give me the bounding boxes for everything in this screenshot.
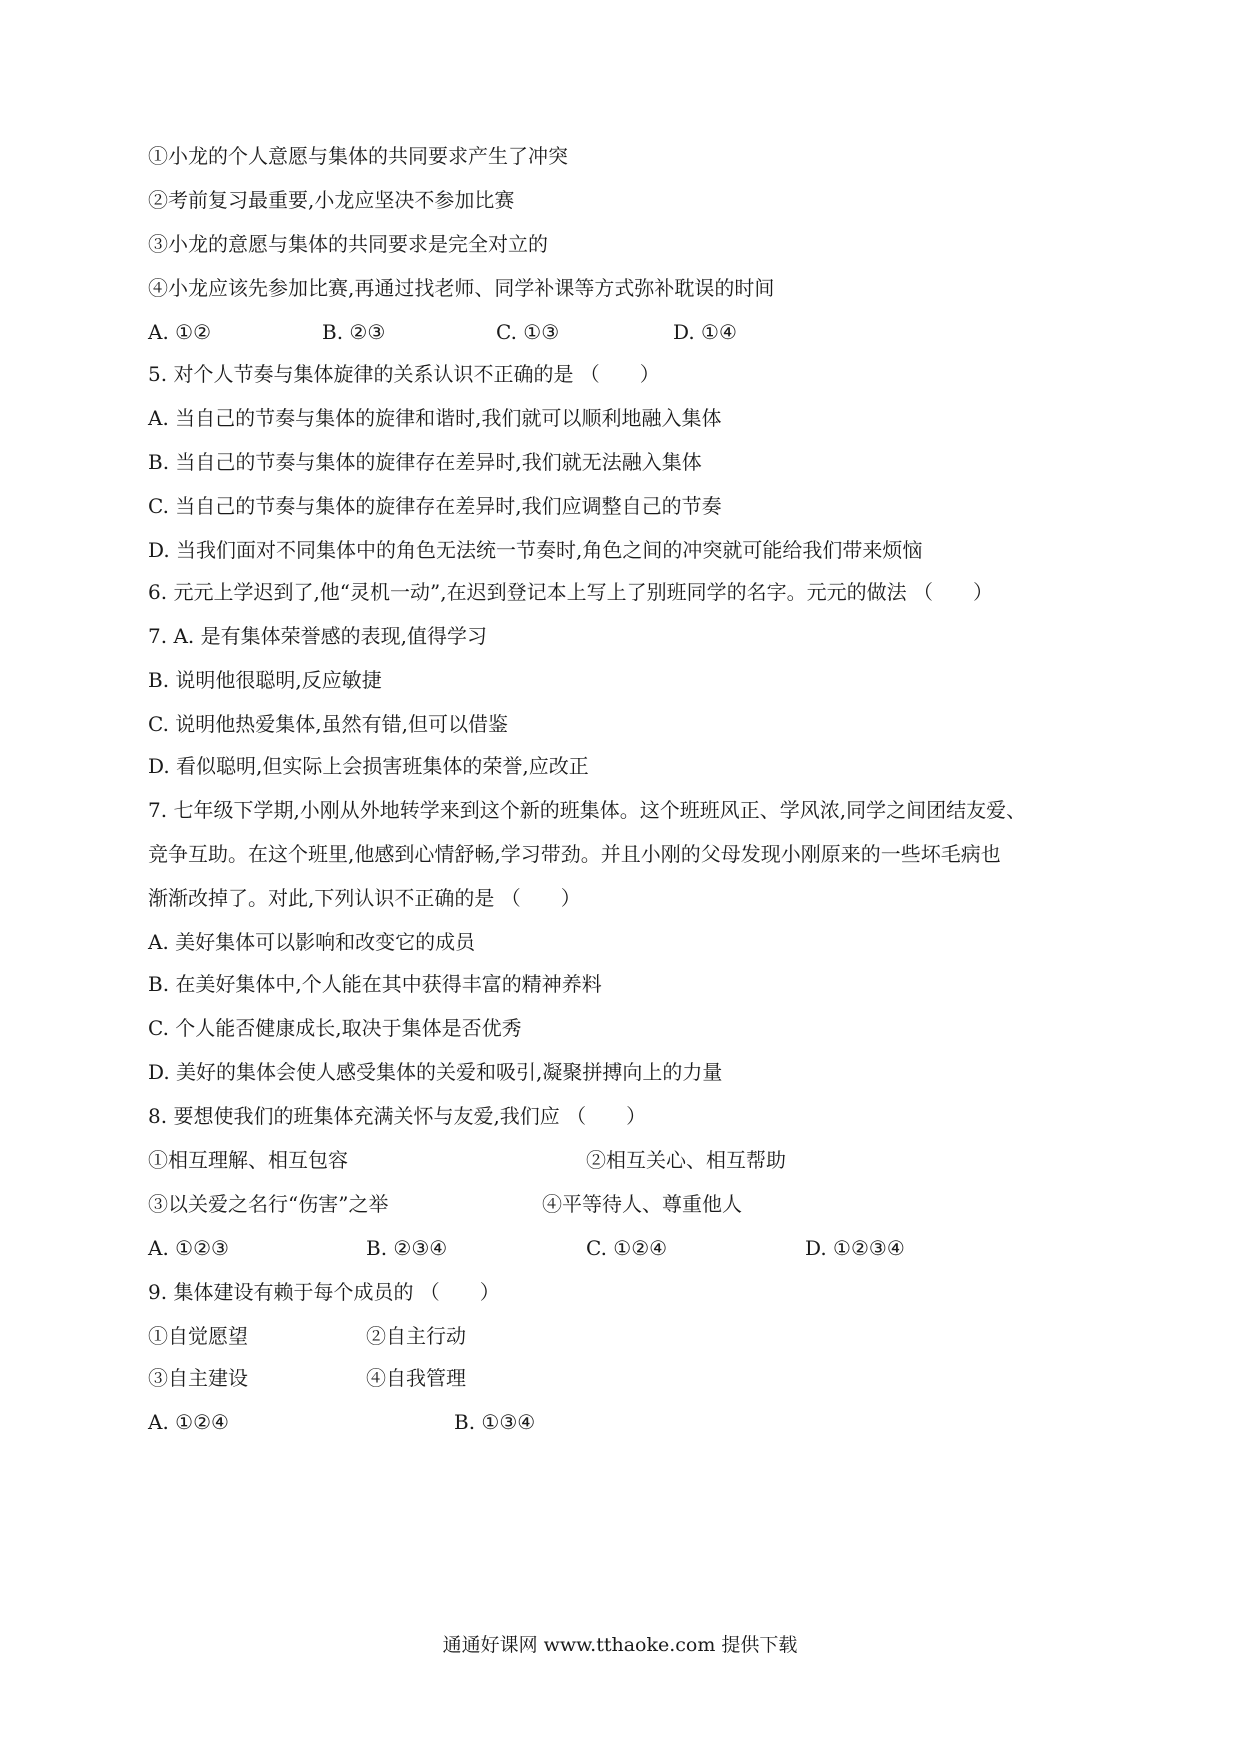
q6-option-a: 7. A. 是有集体荣誉感的表现,值得学习 xyxy=(148,624,487,648)
q8-stem: 8. 要想使我们的班集体充满关怀与友爱,我们应 （ ） xyxy=(148,1104,647,1128)
q8-option-a: A. ①②③ xyxy=(148,1236,229,1260)
q9-option-a: A. ①②④ xyxy=(148,1410,229,1434)
q8-option-d: D. ①②③④ xyxy=(805,1236,905,1260)
q4-statement-2: ②考前复习最重要,小龙应坚决不参加比赛 xyxy=(148,188,515,212)
q4-statement-1: ①小龙的个人意愿与集体的共同要求产生了冲突 xyxy=(148,144,568,168)
q7-stem-line-1: 7. 七年级下学期,小刚从外地转学来到这个新的班集体。这个班班风正、学风浓,同学之间团结友爱、 xyxy=(148,798,1027,822)
q8-statement-1: ①相互理解、相互包容 xyxy=(148,1148,348,1172)
q4-option-b: B. ②③ xyxy=(322,320,386,344)
page-footer: 通通好课网 www.tthaoke.com 提供下载 xyxy=(442,1634,798,1656)
q7-option-b: B. 在美好集体中,个人能在其中获得丰富的精神养料 xyxy=(148,972,602,996)
q5-stem: 5. 对个人节奏与集体旋律的关系认识不正确的是 （ ） xyxy=(148,362,660,386)
q9-statement-1: ①自觉愿望 xyxy=(148,1324,248,1348)
q6-option-d: D. 看似聪明,但实际上会损害班集体的荣誉,应改正 xyxy=(148,754,589,778)
q7-option-a: A. 美好集体可以影响和改变它的成员 xyxy=(148,930,476,954)
q8-statement-2: ②相互关心、相互帮助 xyxy=(586,1148,786,1172)
q8-statement-4: ④平等待人、尊重他人 xyxy=(542,1192,742,1216)
q9-statement-4: ④自我管理 xyxy=(366,1366,466,1390)
q9-stem: 9. 集体建设有赖于每个成员的 （ ） xyxy=(148,1280,500,1304)
q4-option-c: C. ①③ xyxy=(496,320,560,344)
q5-option-d: D. 当我们面对不同集体中的角色无法统一节奏时,角色之间的冲突就可能给我们带来烦恼 xyxy=(148,538,923,562)
q6-option-c: C. 说明他热爱集体,虽然有错,但可以借鉴 xyxy=(148,712,509,736)
q4-option-a: A. ①② xyxy=(148,320,212,344)
q4-option-d: D. ①④ xyxy=(673,320,737,344)
q6-option-b: B. 说明他很聪明,反应敏捷 xyxy=(148,668,382,692)
q9-option-b: B. ①③④ xyxy=(454,1410,536,1434)
q8-statement-3: ③以关爱之名行“伤害”之举 xyxy=(148,1192,389,1216)
q5-option-c: C. 当自己的节奏与集体的旋律存在差异时,我们应调整自己的节奏 xyxy=(148,494,722,518)
q5-option-a: A. 当自己的节奏与集体的旋律和谐时,我们就可以顺利地融入集体 xyxy=(148,406,722,430)
q8-option-c: C. ①②④ xyxy=(586,1236,668,1260)
q4-statement-4: ④小龙应该先参加比赛,再通过找老师、同学补课等方式弥补耽误的时间 xyxy=(148,276,775,300)
q7-option-d: D. 美好的集体会使人感受集体的关爱和吸引,凝聚拼搏向上的力量 xyxy=(148,1060,723,1084)
q7-stem-line-2: 竞争互助。在这个班里,他感到心情舒畅,学习带劲。并且小刚的父母发现小刚原来的一些坏毛病也 xyxy=(148,842,1001,866)
q7-option-c: C. 个人能否健康成长,取决于集体是否优秀 xyxy=(148,1016,522,1040)
q9-statement-2: ②自主行动 xyxy=(366,1324,466,1348)
q6-stem: 6. 元元上学迟到了,他“灵机一动”,在迟到登记本上写上了别班同学的名字。元元的做法 （ ） xyxy=(148,580,993,604)
q4-statement-3: ③小龙的意愿与集体的共同要求是完全对立的 xyxy=(148,232,548,256)
q7-stem-line-3: 渐渐改掉了。对此,下列认识不正确的是 （ ） xyxy=(148,886,581,910)
q9-statement-3: ③自主建设 xyxy=(148,1366,248,1390)
q8-option-b: B. ②③④ xyxy=(366,1236,448,1260)
q5-option-b: B. 当自己的节奏与集体的旋律存在差异时,我们就无法融入集体 xyxy=(148,450,702,474)
